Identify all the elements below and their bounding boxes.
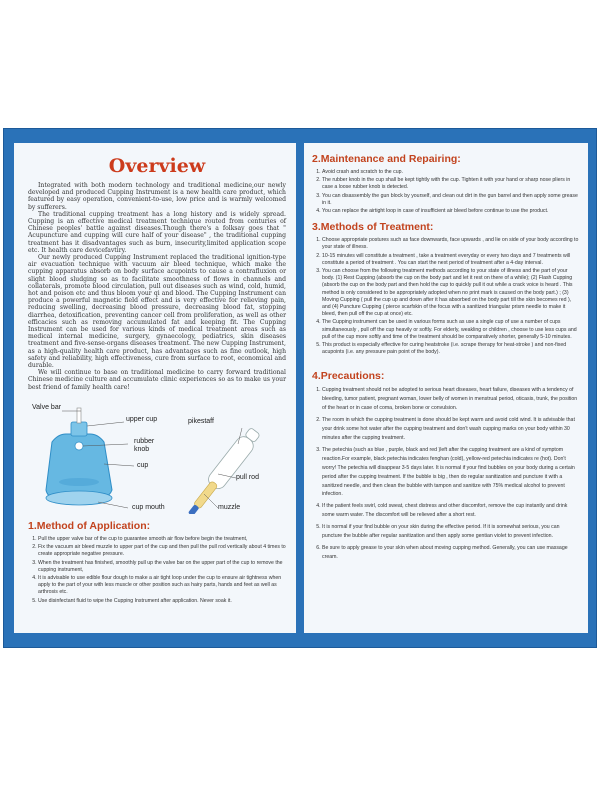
right-panel (304, 143, 588, 633)
label-rubber-knob: rubber knob (134, 437, 155, 453)
overview-paragraph: Integrated with both modern technology and traditional medicine,our newly developed and produced Cupping Instrument is a new health care product, which featured by easy operation, convenient-to-use, low price and is warmly welcomed by sufferers. (28, 182, 286, 211)
list-item: 6. Be sure to apply grease to your skin when about moving cupping method. Generally, you can use massage cream. (322, 544, 580, 562)
list-item: 5. This product is especially effective for curing heatstroke (i.e. scrape therapy for heat-stroke ) and non-fixed acupoints (i.e. any pressure pain point of the body). (322, 342, 580, 356)
list-item: 2. The room in which the cupping treatment is done should be kept warm and avoid cold wind. It is advisable that your drink some hot water after the cupping treatment and don't wash cupping marks on your body within 30 minutes after the cupping treatment. (322, 416, 580, 443)
maintenance-list (312, 169, 580, 215)
label-valve-bar: Valve bar (32, 403, 62, 411)
list-item: 1. Avoid crash and scratch to the cup. (322, 169, 580, 176)
cupping-instrument-diagram (28, 398, 286, 514)
maintenance-title: 2.Maintenance and Repairing: (312, 153, 461, 165)
list-item: 5. It is normal if your find bubble on your skin during the effective period. If it is somewhat serious, you can puncture the bubble after regular sanitization and then apply some gentian violet to prevent infection. (322, 523, 580, 541)
list-item: 2. 10-15 minutes will constitute a treatment , take a treatment everyday or every two days and 7 treatments will constitute a period of treatment . You can start the next period of treatment after a 4-day interval. (322, 253, 580, 267)
list-item: 3. The petechia (such as blue , purple, black and red )left after the cupping treatment are a kind of symptom reaction.For example, black petechia indicates fenghan (cold), yellow-red petechia indicates re (hot). Don't worry! The petechia will disappear 3-5 days later. It is normal if your find bubbles on your body during a certain period after the cupping treatment. If the bubble is big , then do regular sanitization and puncture it with a sanitized needle, and then clean the bubble with tampon and sanitize with 75% medical alcohol to prevent infection. (322, 446, 580, 499)
label-pull-rod: pull rod (236, 473, 259, 481)
overview-paragraph: We will continue to base on traditional medicine to carry forward traditional Chinese medicine culture and accumulate clinic experiences so as to make us your best friend of family health care! (28, 369, 286, 391)
list-item: 4. The Cupping instrument can be used in various forms such as use a single cup of use a number of cups simultaneously , pull off the cup heavily or softly. For elderly, weakling or children , choose to use less cups and pull of the cup more softly and time of the treatment should be comparatively shorter, generally 5-10 minutes. (322, 319, 580, 341)
list-item: 3. When the treatment has finished, smoothly pull up the valve bar on the upper part of the cup to remove the cupping instrument, (38, 560, 286, 574)
overview-paragraph: Our newly produced Cupping Instrument replaced the traditional ignition-type air evacuation technique with vacuum air bleed technique, which make the cupping apparatus absorb on body surface acupoints to cause a contrafluxion or slight blood sludging so as to facilitate smoothness of flows in channels and collaterals, promote blood circulation, pull out diseases such as wind, cold, humid, hot and poison etc and thus bloom your qi and blood. The Cupping Instrument can produce a powerful magnetic field effect and is very effective for relieving pain, reducing swelling, decreasing blood pressure, decreasing blood fat, stopping diarrhea, detoxification, preventing cancer cell from proliferation, as well as other efficacies such as removing accumulated fat and keeping fit. The Cupping Instrument can be used for various kinds of medical treatment areas such as medical internal medicine, surgery, gynaecology, pediatrics, skin diseases treatment and five-sense-organs diseases treatment. The new Cupping Instrument, as a high-quality health care product, has advantages such as fine outlook, high safety and reliability, high effectiveness, cure from surface to root, economical and durable. (28, 254, 286, 370)
list-item: 2. Fix the vacuum air bleed muzzle to upper part of the cup and then pull the pull rod vertically about 4 times to create appropriate negative pressure. (38, 544, 286, 558)
list-item: 1. Choose appropriate postures such as face downwards, face upwards , and lie on side of your body according to your state of illness. (322, 237, 580, 251)
list-item: 4. You can replace the airtight loop in case of insufficient air bleed before continue to use the product. (322, 208, 580, 215)
list-item: 5. Use disinfectant fluid to wipe the Cupping Instrument after application. Never soak it. (38, 598, 286, 605)
method-application-title: 1.Method of Application: (28, 519, 151, 532)
label-cup: cup (137, 461, 149, 469)
list-item: 1. Cupping treatment should not be adopted to serious heart diseases, heart failure, diseases with a tendency of bleeding, tumor patient, pregnant woman, lower belly of women in menstrual period, oticasis, trunk, the position of the heart or in case of coma, broken bone or convulsion. (322, 386, 580, 413)
label-pikestaff: pikestaff (188, 417, 214, 425)
list-item: 2. The rubber knob in the cup shall be kept tightly with the cup. Tighten it with your hand or sharp nose pliers in case a loose rubber knob is detected. (322, 177, 580, 191)
instruction-sheet (3, 128, 597, 648)
overview-title: Overview (108, 155, 206, 177)
list-item: 4. It is advisable to use edible flour dough to make a air tight loop under the cup to ensure air tightness when apply to the part of your with less muscle or other position such as hairy parts, hands and feet as well as arthrosis etc. (38, 575, 286, 597)
list-item: 1. Pull the upper valve bar of the cup to guarantee smooth air flow before begin the treatment, (38, 536, 286, 543)
precautions-title: 4.Precautions: (312, 370, 385, 383)
method-application-list (28, 536, 286, 605)
left-panel (14, 143, 296, 633)
list-item: 3. You can disassembly the gun block by yourself, and clean out dirt in the gun barrel and then apply some grease in it. (322, 193, 580, 207)
label-muzzle: muzzle (218, 503, 241, 511)
precautions-list (312, 386, 580, 561)
overview-paragraph: The traditional cupping treatment has a long history and is widely spread. Cupping is an effective medical treatment technique routed from centuries of Chinese peoples' battle against diseases.Though there's a folksay goes that " Acupuncture and cupping will cure half of your disease" , the traditional cupping treatment has it disadvantages such as burn, insecurity,limited application scope etc. It health care devicefavtiry. (28, 210, 286, 254)
list-item: 4. If the patient feels swirl, cold sweat, chest distress and other discomfort, remove the cup instantly and drink some warm water. The discomfort will be relieved after a short rest. (322, 502, 580, 520)
label-cup-mouth: cup mouth (132, 503, 165, 511)
methods-treatment-title: 3.Methods of Treatment: (312, 221, 434, 234)
label-upper-cup: upper cup (126, 415, 158, 423)
methods-treatment-list (312, 237, 580, 356)
list-item: 3. You can choose from the following treatment methods according to your state of illness and the part of your body. (1) Rest Cupping (absorb the cup on the body part and let it rest on there of a while); (2) Flash Cupping (absorb the cup on the body part and then hold the cup to quickly pull it out while a crack voice is heard . This method is only considered to be appropriately adopted when no print mark is caused on the body part.) ; (3) Moving Cupping ( pull the cup up and down after it has absorbed on the body part till the skin becomes red ), and (4) Puncture Cupping ( pierce scarfskin of the focus with a sanitized triangular prism needle to make it bleed, then pull off the cup at once) etc. (322, 268, 580, 318)
